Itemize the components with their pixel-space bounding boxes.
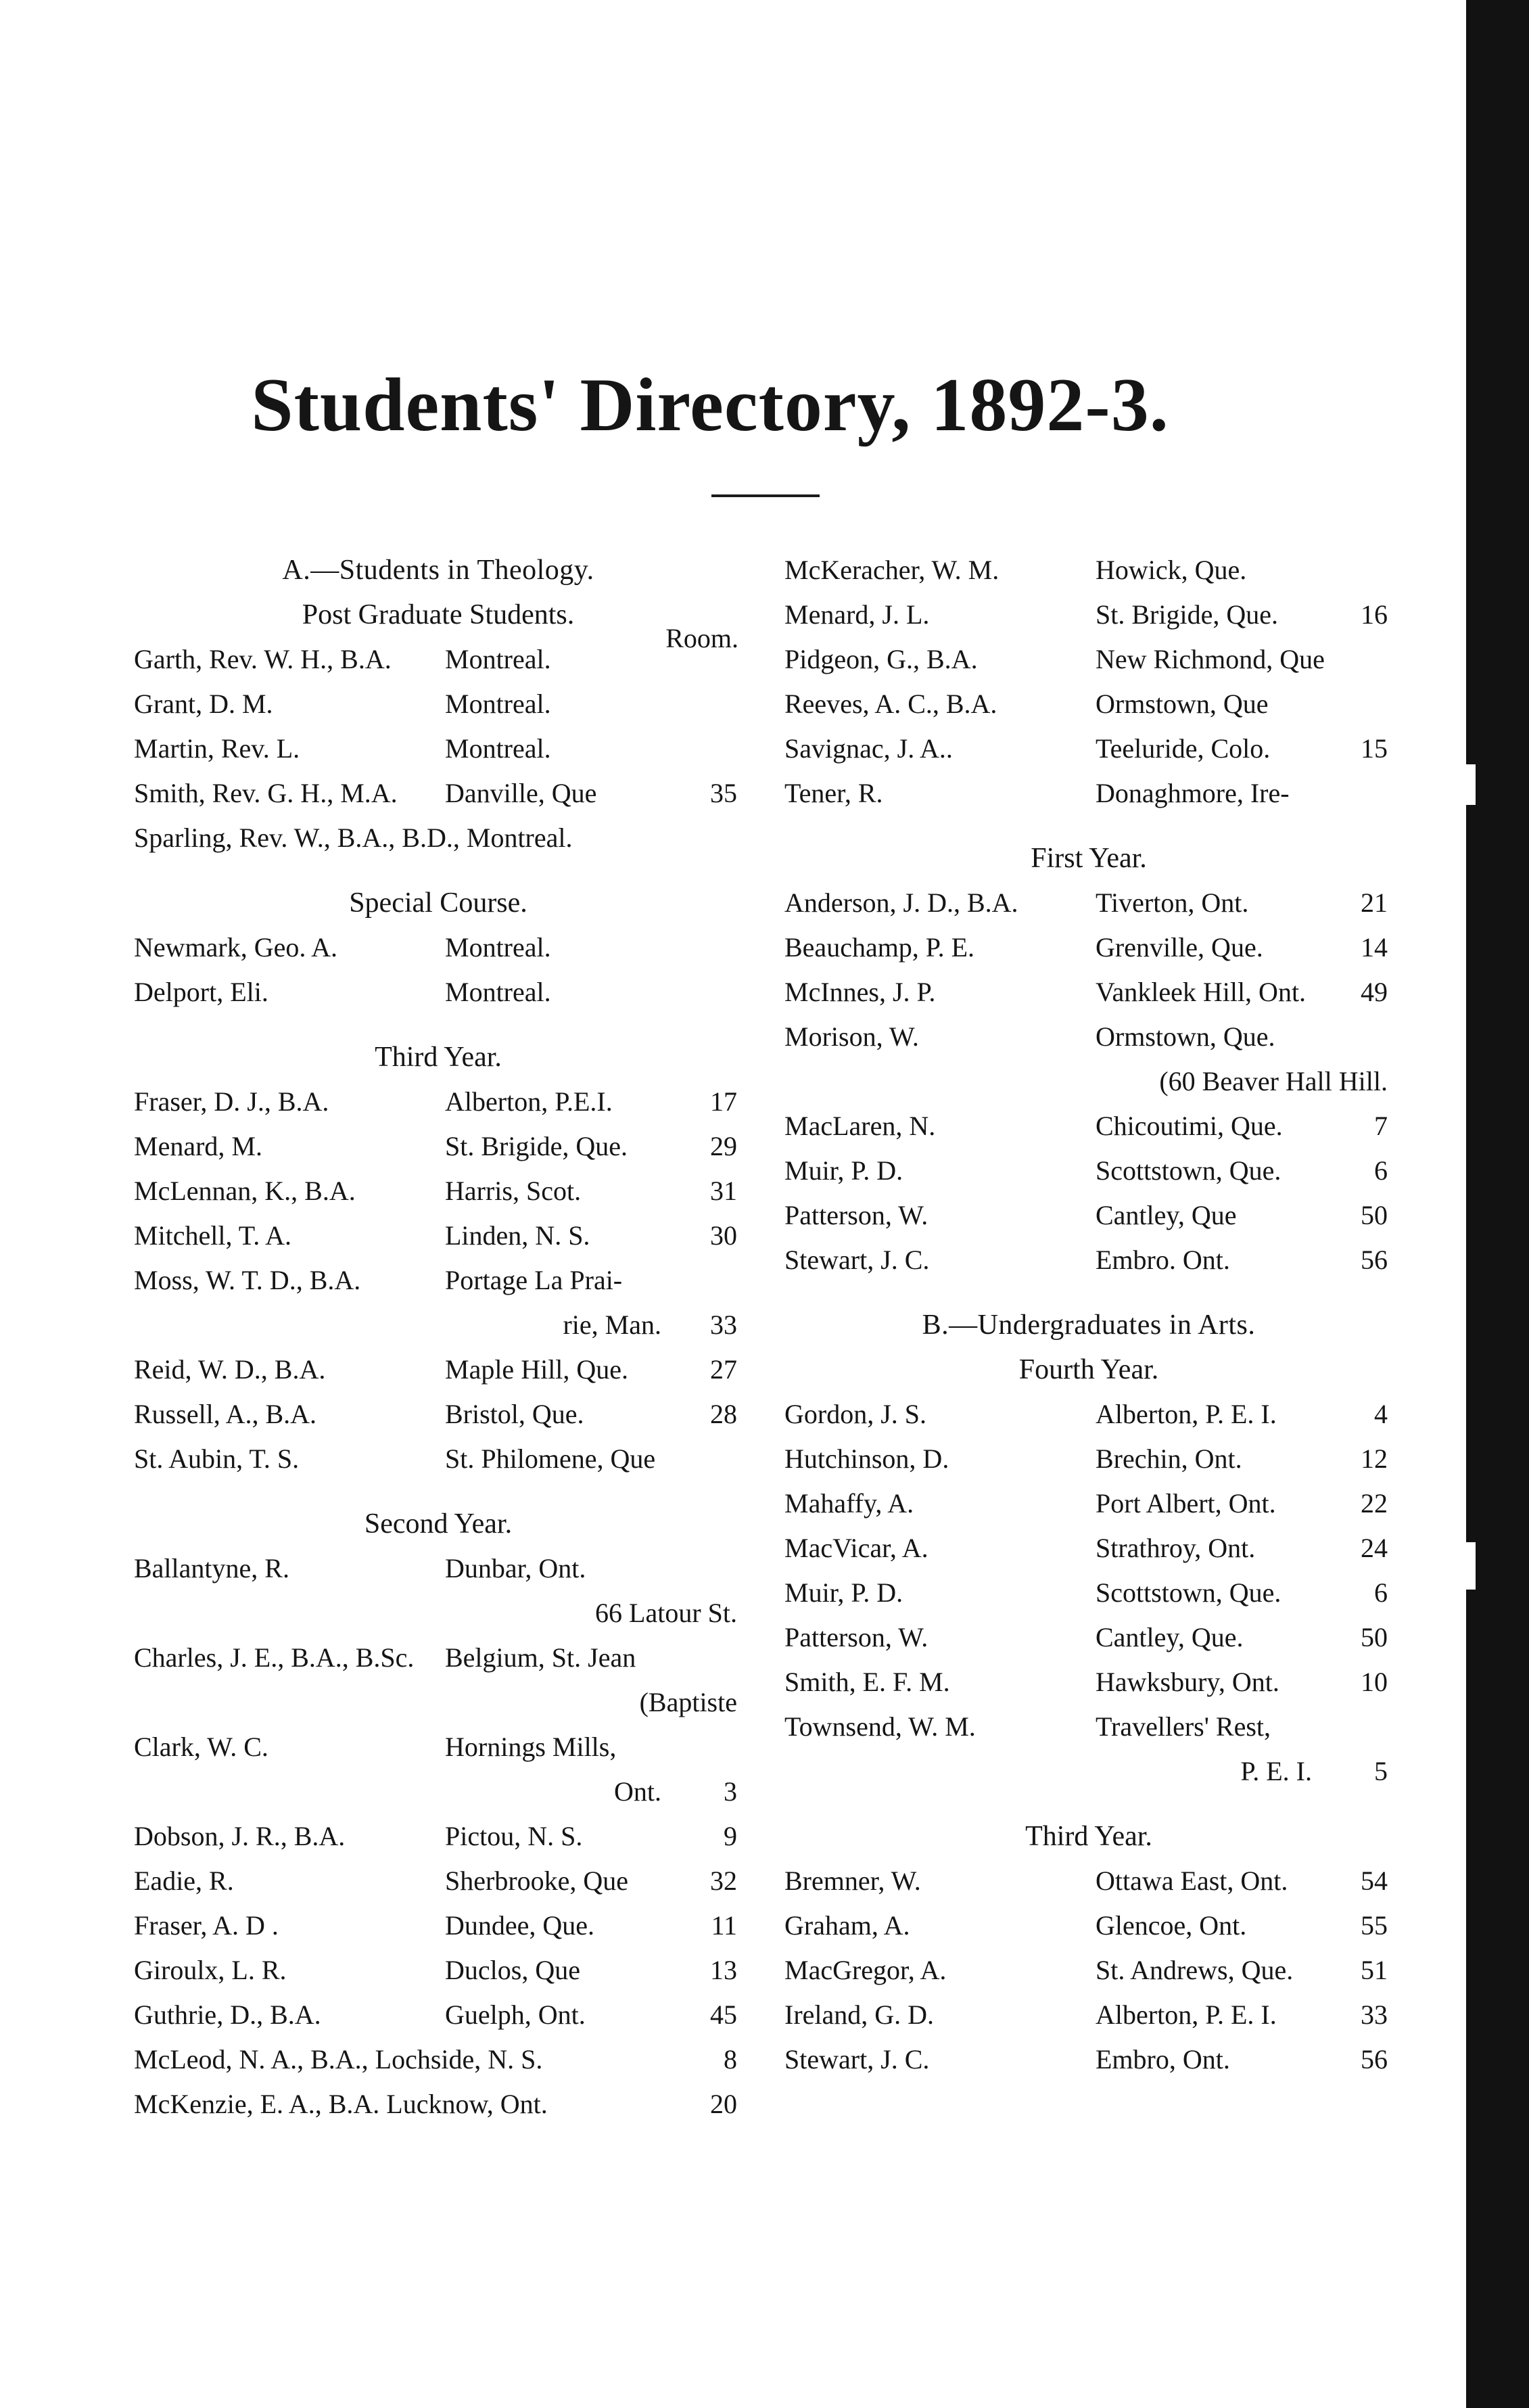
- room-number: 24: [1361, 1533, 1388, 1563]
- room-number: 56: [1361, 2044, 1388, 2075]
- student-place: St. Brigide, Que.: [1096, 599, 1278, 630]
- student-name: Fraser, D. J., B.A.: [134, 1086, 329, 1117]
- entry-line: [134, 1546, 743, 1591]
- student-place: Glencoe, Ont.: [1096, 1910, 1247, 1941]
- room-number: 20: [710, 2089, 737, 2119]
- entry-line: [134, 726, 743, 771]
- student-name: Giroulx, L. R.: [134, 1955, 287, 1985]
- directory-entry: [134, 1169, 743, 1213]
- student-place: New Richmond, Que: [1096, 644, 1325, 674]
- student-name: Stewart, J. C.: [784, 2044, 930, 2075]
- entry-line: [134, 1859, 743, 1903]
- section-heading: Second Year.: [364, 1508, 513, 1539]
- student-name: Sparling, Rev. W., B.A., B.D., Montreal.: [134, 823, 573, 853]
- directory-entry: [134, 1392, 743, 1437]
- student-place: Montreal.: [445, 932, 551, 963]
- entry-line: [784, 1104, 1393, 1149]
- student-place: Tiverton, Ont.: [1096, 887, 1249, 918]
- student-place: Ormstown, Que.: [1096, 1021, 1275, 1052]
- student-name: Townsend, W. M.: [784, 1711, 976, 1742]
- entry-line: [134, 1814, 743, 1859]
- room-number: 17: [710, 1086, 737, 1117]
- directory-entry: [784, 1571, 1393, 1615]
- directory-entry: [134, 1080, 743, 1124]
- title-rule: [711, 494, 820, 497]
- directory-entry: [784, 593, 1393, 637]
- place-continuation: (60 Beaver Hall Hill.: [1159, 1066, 1388, 1096]
- room-number: 6: [1374, 1155, 1388, 1186]
- student-name: McKeracher, W. M.: [784, 555, 999, 585]
- place-continuation: Ont.: [614, 1776, 661, 1807]
- room-column-label: Room.: [665, 623, 738, 653]
- entry-line: [784, 1660, 1393, 1705]
- entry-line: [784, 1392, 1393, 1437]
- student-place: Hawksbury, Ont.: [1096, 1667, 1279, 1697]
- student-place: Hornings Mills,: [445, 1732, 617, 1762]
- section-heading: Post Graduate Students.: [302, 599, 575, 630]
- entry-line: [784, 970, 1393, 1015]
- entry-line: [134, 682, 743, 726]
- student-name: Patterson, W.: [784, 1622, 928, 1652]
- entry-continuation: [134, 1591, 743, 1636]
- student-name: Graham, A.: [784, 1910, 910, 1941]
- directory-entry: [134, 1347, 743, 1392]
- room-number: 21: [1361, 887, 1388, 918]
- entry-line: [134, 1993, 743, 2037]
- student-place: Ormstown, Que: [1096, 689, 1269, 719]
- room-number: 27: [710, 1354, 737, 1385]
- student-place: Linden, N. S.: [445, 1220, 590, 1251]
- room-number: 55: [1361, 1910, 1388, 1941]
- room-number: 35: [710, 778, 737, 808]
- student-name: Mitchell, T. A.: [134, 1220, 291, 1251]
- student-name: Clark, W. C.: [134, 1732, 268, 1762]
- room-number: 10: [1361, 1667, 1388, 1697]
- student-name: Morison, W.: [784, 1021, 919, 1052]
- entry-line: [134, 816, 743, 860]
- room-number: 32: [710, 1866, 737, 1896]
- student-name: Smith, Rev. G. H., M.A.: [134, 778, 398, 808]
- student-place: Dundee, Que.: [445, 1910, 595, 1941]
- student-place: Maple Hill, Que.: [445, 1354, 629, 1385]
- entry-line: [134, 1948, 743, 1993]
- entry-continuation: [784, 1059, 1393, 1104]
- student-place: Ottawa East, Ont.: [1096, 1866, 1288, 1896]
- right-column: [784, 548, 1393, 2082]
- entry-line: [784, 1948, 1393, 1993]
- student-place: Port Albert, Ont.: [1096, 1488, 1276, 1519]
- student-place: Chicoutimi, Que.: [1096, 1111, 1283, 1141]
- room-number: 14: [1361, 932, 1388, 963]
- entry-line: [784, 1571, 1393, 1615]
- student-name: McLeod, N. A., B.A., Lochside, N. S.: [134, 2044, 543, 2075]
- entry-line: [134, 970, 743, 1015]
- entry-line: [784, 1903, 1393, 1948]
- directory-entry: [784, 1149, 1393, 1193]
- room-number: 45: [710, 1999, 737, 2030]
- room-number: 16: [1361, 599, 1388, 630]
- student-name: Bremner, W.: [784, 1866, 921, 1896]
- student-place: Bristol, Que.: [445, 1399, 584, 1429]
- room-number: 50: [1361, 1622, 1388, 1652]
- student-name: Reid, W. D., B.A.: [134, 1354, 326, 1385]
- student-place: Belgium, St. Jean: [445, 1642, 636, 1673]
- left-column: [134, 548, 743, 2127]
- student-name: Stewart, J. C.: [784, 1245, 930, 1275]
- student-place: St. Brigide, Que.: [445, 1131, 628, 1161]
- student-name: Dobson, J. R., B.A.: [134, 1821, 346, 1851]
- student-place: Teeluride, Colo.: [1096, 733, 1271, 764]
- room-number: 56: [1361, 1245, 1388, 1275]
- student-place: Vankleek Hill, Ont.: [1096, 977, 1307, 1007]
- directory-entry: [784, 1015, 1393, 1104]
- directory-entry: [134, 1814, 743, 1859]
- entry-line: [784, 1615, 1393, 1660]
- entry-line: [134, 1903, 743, 1948]
- entry-line: [134, 1169, 743, 1213]
- directory-entry: [134, 682, 743, 726]
- student-place: Montreal.: [445, 733, 551, 764]
- entry-continuation: [134, 1303, 743, 1347]
- room-number: 6: [1374, 1577, 1388, 1608]
- directory-entry: [134, 1437, 743, 1481]
- room-number: 50: [1361, 1200, 1388, 1230]
- directory-entry: [784, 1948, 1393, 1993]
- student-place: Montreal.: [445, 689, 551, 719]
- directory-entry: [134, 1859, 743, 1903]
- room-number: 29: [710, 1131, 737, 1161]
- directory-entry: [784, 1238, 1393, 1282]
- student-name: Garth, Rev. W. H., B.A.: [134, 644, 392, 674]
- student-name: Savignac, J. A..: [784, 733, 953, 764]
- student-place: Scottstown, Que.: [1096, 1155, 1281, 1186]
- section-heading: Fourth Year.: [1018, 1354, 1159, 1385]
- student-place: Duclos, Que: [445, 1955, 580, 1985]
- entry-line: [784, 2037, 1393, 2082]
- entry-line: [784, 881, 1393, 925]
- student-place: Alberton, P.E.I.: [445, 1086, 613, 1117]
- entry-line: [784, 1015, 1393, 1059]
- directory-entry: [784, 1903, 1393, 1948]
- student-place: Embro. Ont.: [1096, 1245, 1230, 1275]
- room-number: 12: [1361, 1443, 1388, 1474]
- entry-line: [134, 1437, 743, 1481]
- directory-entry: [134, 2082, 743, 2127]
- entry-line: [134, 1392, 743, 1437]
- directory-entry: [784, 1104, 1393, 1149]
- student-name: Russell, A., B.A.: [134, 1399, 317, 1429]
- student-name: MacGregor, A.: [784, 1955, 947, 1985]
- place-continuation: (Baptiste: [639, 1687, 737, 1717]
- entry-line: [134, 1213, 743, 1258]
- section-heading: B.—Undergraduates in Arts.: [922, 1310, 1256, 1341]
- section-heading: First Year.: [1031, 843, 1147, 874]
- directory-entry: [134, 637, 743, 682]
- section-heading: Special Course.: [349, 887, 527, 919]
- student-name: Beauchamp, P. E.: [784, 932, 975, 963]
- student-name: Reeves, A. C., B.A.: [784, 689, 997, 719]
- entry-line: [784, 726, 1393, 771]
- directory-entry: [784, 771, 1393, 816]
- student-place: Scottstown, Que.: [1096, 1577, 1281, 1608]
- entry-line: [784, 925, 1393, 970]
- room-number: 9: [724, 1821, 737, 1851]
- directory-entry: [134, 1903, 743, 1948]
- directory-entry: [134, 726, 743, 771]
- entry-continuation: [784, 1749, 1393, 1794]
- student-name: Gordon, J. S.: [784, 1399, 927, 1429]
- entry-line: [784, 1993, 1393, 2037]
- student-place: Portage La Prai-: [445, 1265, 623, 1295]
- directory-entry: [134, 925, 743, 970]
- edge-notch: [1466, 1542, 1476, 1590]
- directory-entry: [784, 881, 1393, 925]
- student-name: McKenzie, E. A., B.A. Lucknow, Ont.: [134, 2089, 548, 2119]
- directory-entry: [784, 1193, 1393, 1238]
- directory-entry: [134, 1636, 743, 1725]
- section-heading: Third Year.: [1025, 1821, 1152, 1852]
- student-place: Embro, Ont.: [1096, 2044, 1230, 2075]
- room-number: 33: [710, 1310, 737, 1340]
- room-number: 54: [1361, 1866, 1388, 1896]
- room-number: 28: [710, 1399, 737, 1429]
- directory-entry: [784, 1481, 1393, 1526]
- section-heading: A.—Students in Theology.: [282, 555, 594, 586]
- student-place: Harris, Scot.: [445, 1176, 582, 1206]
- room-number: 33: [1361, 1999, 1388, 2030]
- entry-line: [134, 1636, 743, 1680]
- room-number: 49: [1361, 977, 1388, 1007]
- directory-entry: [134, 771, 743, 816]
- place-continuation: rie, Man.: [563, 1310, 661, 1340]
- student-place: Pictou, N. S.: [445, 1821, 583, 1851]
- edge-notch: [1466, 764, 1476, 805]
- directory-entry: [784, 1660, 1393, 1705]
- directory-entry: [134, 1124, 743, 1169]
- student-place: Alberton, P. E. I.: [1096, 1999, 1277, 2030]
- student-place: St. Andrews, Que.: [1096, 1955, 1294, 1985]
- page-edge-shadow: [1466, 0, 1529, 2408]
- directory-entry: [784, 637, 1393, 682]
- entry-line: [784, 1705, 1393, 1749]
- directory-entry: [784, 1392, 1393, 1437]
- student-name: Martin, Rev. L.: [134, 733, 300, 764]
- student-name: Hutchinson, D.: [784, 1443, 949, 1474]
- student-place: Travellers' Rest,: [1096, 1711, 1271, 1742]
- directory-entry: [134, 1725, 743, 1814]
- student-place: Dunbar, Ont.: [445, 1553, 586, 1583]
- student-place: Cantley, Que.: [1096, 1622, 1244, 1652]
- room-number: 5: [1374, 1756, 1388, 1786]
- directory-entry: [784, 2037, 1393, 2082]
- directory-entry: [784, 548, 1393, 593]
- student-place: Montreal.: [445, 977, 551, 1007]
- entry-continuation: [134, 1769, 743, 1814]
- directory-entry: [134, 1213, 743, 1258]
- room-number: 7: [1374, 1111, 1388, 1141]
- student-name: Ireland, G. D.: [784, 1999, 935, 2030]
- directory-entry: [134, 816, 743, 860]
- entry-line: [134, 1258, 743, 1303]
- student-name: St. Aubin, T. S.: [134, 1443, 300, 1474]
- entry-line: [134, 771, 743, 816]
- student-name: Newmark, Geo. A.: [134, 932, 338, 963]
- student-place: Alberton, P. E. I.: [1096, 1399, 1277, 1429]
- student-name: Eadie, R.: [134, 1866, 234, 1896]
- student-place: Montreal.: [445, 644, 551, 674]
- room-number: 13: [710, 1955, 737, 1985]
- room-number: 3: [724, 1776, 737, 1807]
- entry-line: [784, 637, 1393, 682]
- room-number: 51: [1361, 1955, 1388, 1985]
- entry-line: [784, 771, 1393, 816]
- directory-entry: [134, 970, 743, 1015]
- directory-entry: [784, 925, 1393, 970]
- room-number: 30: [710, 1220, 737, 1251]
- directory-entry: [134, 1948, 743, 1993]
- entry-line: [134, 2082, 743, 2127]
- entry-line: [784, 1238, 1393, 1282]
- room-number: 22: [1361, 1488, 1388, 1519]
- entry-line: [784, 1859, 1393, 1903]
- place-continuation: 66 Latour St.: [595, 1598, 737, 1628]
- entry-line: [134, 1725, 743, 1769]
- student-place: Danville, Que: [445, 778, 597, 808]
- student-name: Menard, J. L.: [784, 599, 930, 630]
- directory-entry: [784, 1615, 1393, 1660]
- student-name: Tener, R.: [784, 778, 883, 808]
- student-place: Guelph, Ont.: [445, 1999, 586, 2030]
- room-number: 4: [1374, 1399, 1388, 1429]
- directory-entry: [784, 1437, 1393, 1481]
- directory-entry: [784, 1859, 1393, 1903]
- student-name: Charles, J. E., B.A., B.Sc.: [134, 1642, 415, 1673]
- directory-entry: [784, 1526, 1393, 1571]
- entry-line: [134, 925, 743, 970]
- section-heading: Third Year.: [375, 1042, 502, 1073]
- student-name: McInnes, J. P.: [784, 977, 936, 1007]
- student-name: Anderson, J. D., B.A.: [784, 887, 1018, 918]
- room-number: 15: [1361, 733, 1388, 764]
- student-name: Guthrie, D., B.A.: [134, 1999, 321, 2030]
- student-name: Muir, P. D.: [784, 1155, 903, 1186]
- page-title: Students' Directory, 1892-3.: [251, 363, 1169, 447]
- directory-entry: [784, 682, 1393, 726]
- student-place: Howick, Que.: [1096, 555, 1247, 585]
- entry-line: [784, 1526, 1393, 1571]
- directory-entry: [784, 970, 1393, 1015]
- student-name: Moss, W. T. D., B.A.: [134, 1265, 361, 1295]
- student-name: Patterson, W.: [784, 1200, 928, 1230]
- entry-line: [784, 1193, 1393, 1238]
- directory-entry: [784, 1705, 1393, 1794]
- student-place: Strathroy, Ont.: [1096, 1533, 1256, 1563]
- entry-line: [784, 1481, 1393, 1526]
- student-name: Ballantyne, R.: [134, 1553, 289, 1583]
- student-name: Delport, Eli.: [134, 977, 268, 1007]
- room-number: 31: [710, 1176, 737, 1206]
- entry-line: [134, 1080, 743, 1124]
- directory-entry: [784, 726, 1393, 771]
- student-place: Grenville, Que.: [1096, 932, 1263, 963]
- student-place: Sherbrooke, Que: [445, 1866, 629, 1896]
- entry-line: [784, 1149, 1393, 1193]
- room-number: 11: [711, 1910, 737, 1941]
- entry-line: [784, 682, 1393, 726]
- room-number: 8: [724, 2044, 737, 2075]
- student-name: Menard, M.: [134, 1131, 262, 1161]
- student-place: Donaghmore, Ire-: [1096, 778, 1290, 808]
- student-name: Fraser, A. D .: [134, 1910, 279, 1941]
- student-place: St. Philomene, Que: [445, 1443, 656, 1474]
- student-name: McLennan, K., B.A.: [134, 1176, 356, 1206]
- directory-entry: [784, 1993, 1393, 2037]
- student-name: Grant, D. M.: [134, 689, 273, 719]
- directory-entry: [134, 2037, 743, 2082]
- directory-entry: [134, 1258, 743, 1347]
- student-name: Smith, E. F. M.: [784, 1667, 950, 1697]
- student-name: Muir, P. D.: [784, 1577, 903, 1608]
- directory-entry: [134, 1993, 743, 2037]
- student-name: MacVicar, A.: [784, 1533, 928, 1563]
- student-place: Cantley, Que: [1096, 1200, 1237, 1230]
- entry-line: [134, 2037, 743, 2082]
- entry-continuation: [134, 1680, 743, 1725]
- student-name: Pidgeon, G., B.A.: [784, 644, 978, 674]
- place-continuation: P. E. I.: [1240, 1756, 1312, 1786]
- entry-line: [134, 1347, 743, 1392]
- student-place: Brechin, Ont.: [1096, 1443, 1242, 1474]
- entry-line: [784, 593, 1393, 637]
- student-name: MacLaren, N.: [784, 1111, 936, 1141]
- entry-line: [134, 1124, 743, 1169]
- student-name: Mahaffy, A.: [784, 1488, 914, 1519]
- entry-line: [784, 548, 1393, 593]
- entry-line: [134, 637, 743, 682]
- entry-line: [784, 1437, 1393, 1481]
- directory-entry: [134, 1546, 743, 1636]
